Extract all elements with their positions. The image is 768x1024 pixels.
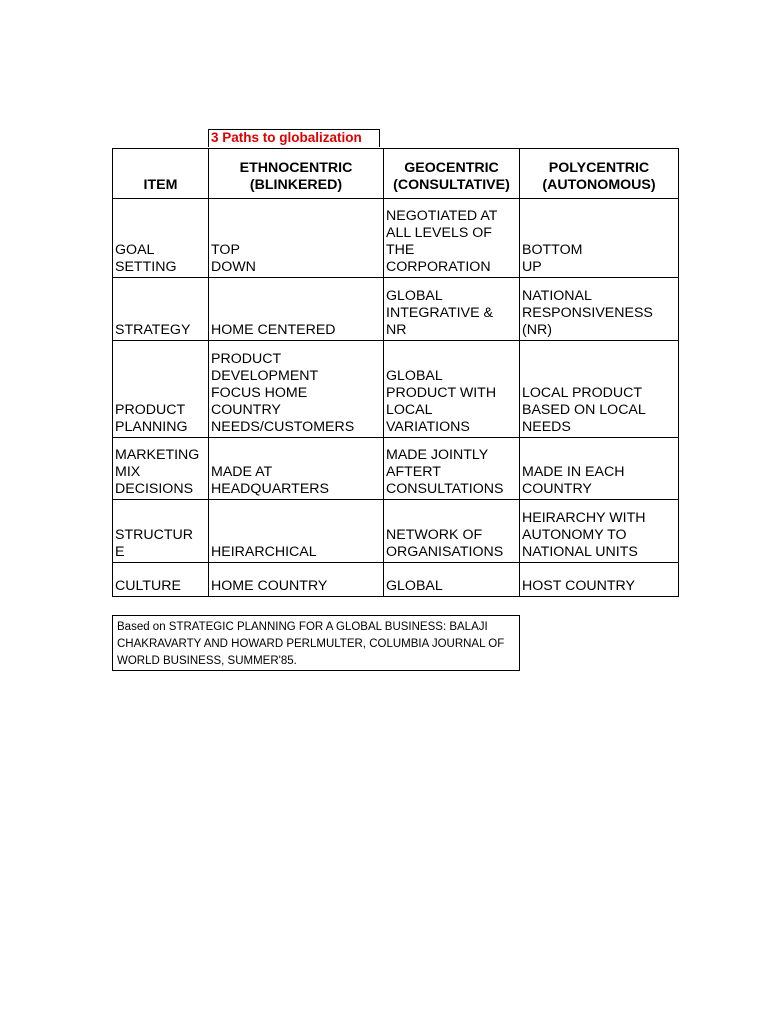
- table-cell: PRODUCT DEVELOPMENT FOCUS HOME COUNTRY NEEDS/CUSTOMERS: [209, 341, 384, 438]
- table-cell: TOP DOWN: [209, 199, 384, 278]
- table-row: [113, 438, 679, 500]
- table-cell: HOST COUNTRY: [520, 563, 679, 597]
- table-cell: BOTTOM UP: [520, 199, 679, 278]
- table-cell: PRODUCT PLANNING: [113, 341, 209, 438]
- table-cell: STRUCTUR E: [113, 500, 209, 563]
- table-cell: GLOBAL INTEGRATIVE & NR: [384, 278, 520, 341]
- header-geocentric: GEOCENTRIC (CONSULTATIVE): [384, 149, 520, 199]
- table-cell: GLOBAL: [384, 563, 520, 597]
- table-cell: GLOBAL PRODUCT WITH LOCAL VARIATIONS: [384, 341, 520, 438]
- table-row: [113, 278, 679, 341]
- header-ethnocentric: ETHNOCENTRIC (BLINKERED): [209, 149, 384, 199]
- table-cell: HOME COUNTRY: [209, 563, 384, 597]
- table-cell: CULTURE: [113, 563, 209, 597]
- table-cell: GOAL SETTING: [113, 199, 209, 278]
- table-cell: NATIONAL RESPONSIVENESS (NR): [520, 278, 679, 341]
- table-cell: HEIRARCHICAL: [209, 500, 384, 563]
- source-footnote: Based on STRATEGIC PLANNING FOR A GLOBAL BUSINESS: BALAJI CHAKRAVARTY AND HOWARD PERLMULTER, COLUMBIA JOURNAL OF WORLD BUSINESS, SUMMER'85.: [112, 615, 520, 671]
- table-title: 3 Paths to globalization: [208, 129, 380, 147]
- table-cell: LOCAL PRODUCT BASED ON LOCAL NEEDS: [520, 341, 679, 438]
- table-cell: NETWORK OF ORGANISATIONS: [384, 500, 520, 563]
- header-item: ITEM: [113, 149, 209, 199]
- header-row: [113, 149, 679, 199]
- table-cell: STRATEGY: [113, 278, 209, 341]
- table-cell: MADE IN EACH COUNTRY: [520, 438, 679, 500]
- table-cell: MADE AT HEADQUARTERS: [209, 438, 384, 500]
- table-cell: MARKETING MIX DECISIONS: [113, 438, 209, 500]
- table-cell: HEIRARCHY WITH AUTONOMY TO NATIONAL UNITS: [520, 500, 679, 563]
- globalization-paths-table: [112, 148, 679, 597]
- table-row: [113, 341, 679, 438]
- table-row: [113, 500, 679, 563]
- header-polycentric: POLYCENTRIC (AUTONOMOUS): [520, 149, 679, 199]
- table-cell: MADE JOINTLY AFTERT CONSULTATIONS: [384, 438, 520, 500]
- table-cell: HOME CENTERED: [209, 278, 384, 341]
- table-row: [113, 563, 679, 597]
- table-cell: NEGOTIATED AT ALL LEVELS OF THE CORPORATION: [384, 199, 520, 278]
- table-row: [113, 199, 679, 278]
